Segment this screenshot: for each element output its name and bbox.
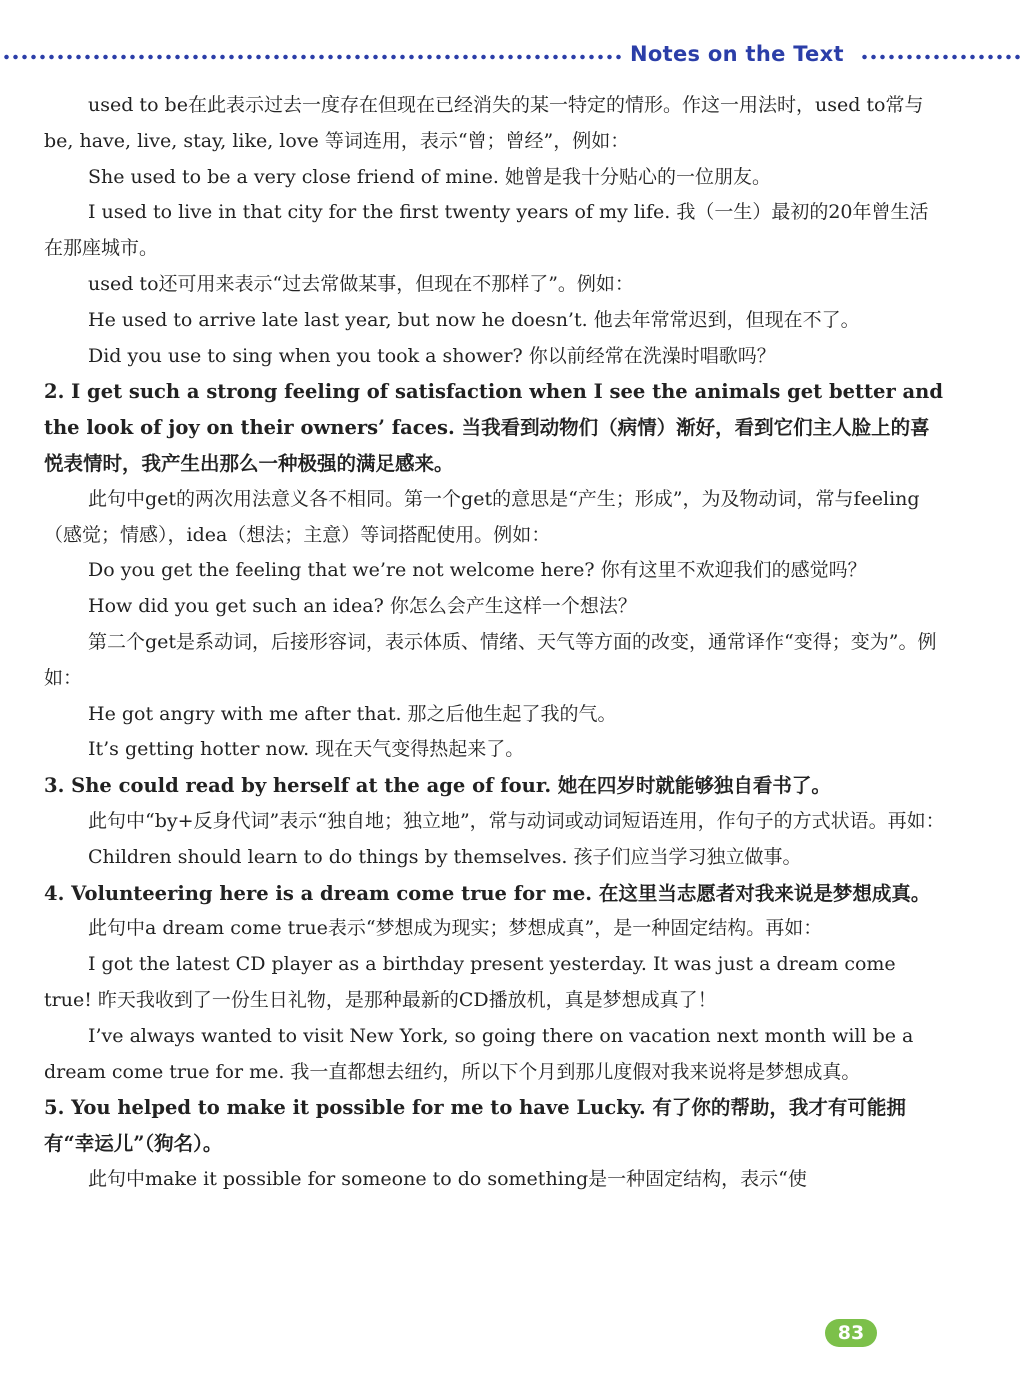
example-sentence: He used to arrive late last year, but now he doesn’t. 他去年常常迟到，但现在不了。 (88, 308, 860, 331)
example-sentence: I got the latest CD player as a birthday present yesterday. It was just a dream come true! 昨天我收到了一份生日礼物，是那种最新的CD播放机，真是梦想成真了！ (44, 953, 896, 1011)
example-sentence: He got angry with me after that. 那之后他生起了我的气。 (88, 702, 617, 725)
paragraph: 此句中get的两次用法意义各不相同。第一个get的意思是“产生；形成”，为及物动词，常与feeling（感觉；情感），idea（想法；主意）等词搭配使用。例如： (44, 487, 920, 546)
text-body (44, 88, 946, 1198)
paragraph: used to还可用来表示“过去常做某事，但现在不那样了”。例如： (88, 272, 634, 295)
note-heading-3: 3. She could read by herself at the age of four. 她在四岁时就能够独自看书了。 (44, 774, 831, 798)
header-dots-left (2, 54, 622, 60)
header-title: Notes on the Text (630, 42, 844, 66)
example-sentence: I’ve always wanted to visit New York, so going there on vacation next month will be a dream come true for me. 我一直都想去纽约，所以下个月到那儿度假对我来说将是梦想成真。 (44, 1024, 914, 1083)
paragraph: 第二个get是系动词，后接形容词，表示体质、情绪、天气等方面的改变，通常译作“变得；变为”。例如： (44, 630, 937, 689)
example-sentence: I used to live in that city for the first twenty years of my life. 我（一生）最初的20年曾生活在那座城市。 (44, 201, 929, 260)
note-heading-5: 5. You helped to make it possible for me to have Lucky. 有了你的帮助，我才有可能拥有“幸运儿”（狗名）。 (44, 1096, 906, 1156)
header-dots-right (860, 54, 1020, 60)
example-sentence: Did you use to sing when you took a shower? 你以前经常在洗澡时唱歌吗？ (88, 344, 776, 367)
note-heading-4: 4. Volunteering here is a dream come true for me. 在这里当志愿者对我来说是梦想成真。 (44, 881, 931, 905)
example-sentence: How did you get such an idea? 你怎么会产生这样一个想法？ (88, 595, 637, 618)
example-sentence: It’s getting hotter now. 现在天气变得热起来了。 (88, 738, 525, 761)
note-heading-2: 2. I get such a strong feeling of satisfaction when I see the animals get better and the look of joy on their owners’ faces. 当我看到动物们（病情）渐好，看到它们主人脸上的喜悦表情时，我产生出那么一种极强的满足感来。 (44, 380, 943, 475)
paragraph: 此句中a dream come true表示“梦想成为现实；梦想成真”，是一种固定结构。再如： (88, 917, 823, 940)
page-number-badge: 83 (825, 1319, 877, 1347)
paragraph: used to be在此表示过去一度存在但现在已经消失的某一特定的情形。作这一用法时，used to常与be, have, live, stay, like, love 等词连用，表示“曾；曾经”，例如： (44, 94, 924, 152)
paragraph: 此句中make it possible for someone to do something是一种固定结构，表示“使 (88, 1167, 807, 1190)
paragraph: 此句中“by+反身代词”表示“独自地；独立地”，常与动词或动词短语连用，作句子的方式状语。再如： (88, 809, 945, 832)
page-header (0, 40, 1024, 76)
example-sentence: Children should learn to do things by themselves. 孩子们应当学习独立做事。 (88, 845, 802, 868)
example-sentence: Do you get the feeling that we’re not welcome here? 你有这里不欢迎我们的感觉吗？ (88, 559, 867, 582)
example-sentence: She used to be a very close friend of mine. 她曾是我十分贴心的一位朋友。 (88, 165, 771, 188)
